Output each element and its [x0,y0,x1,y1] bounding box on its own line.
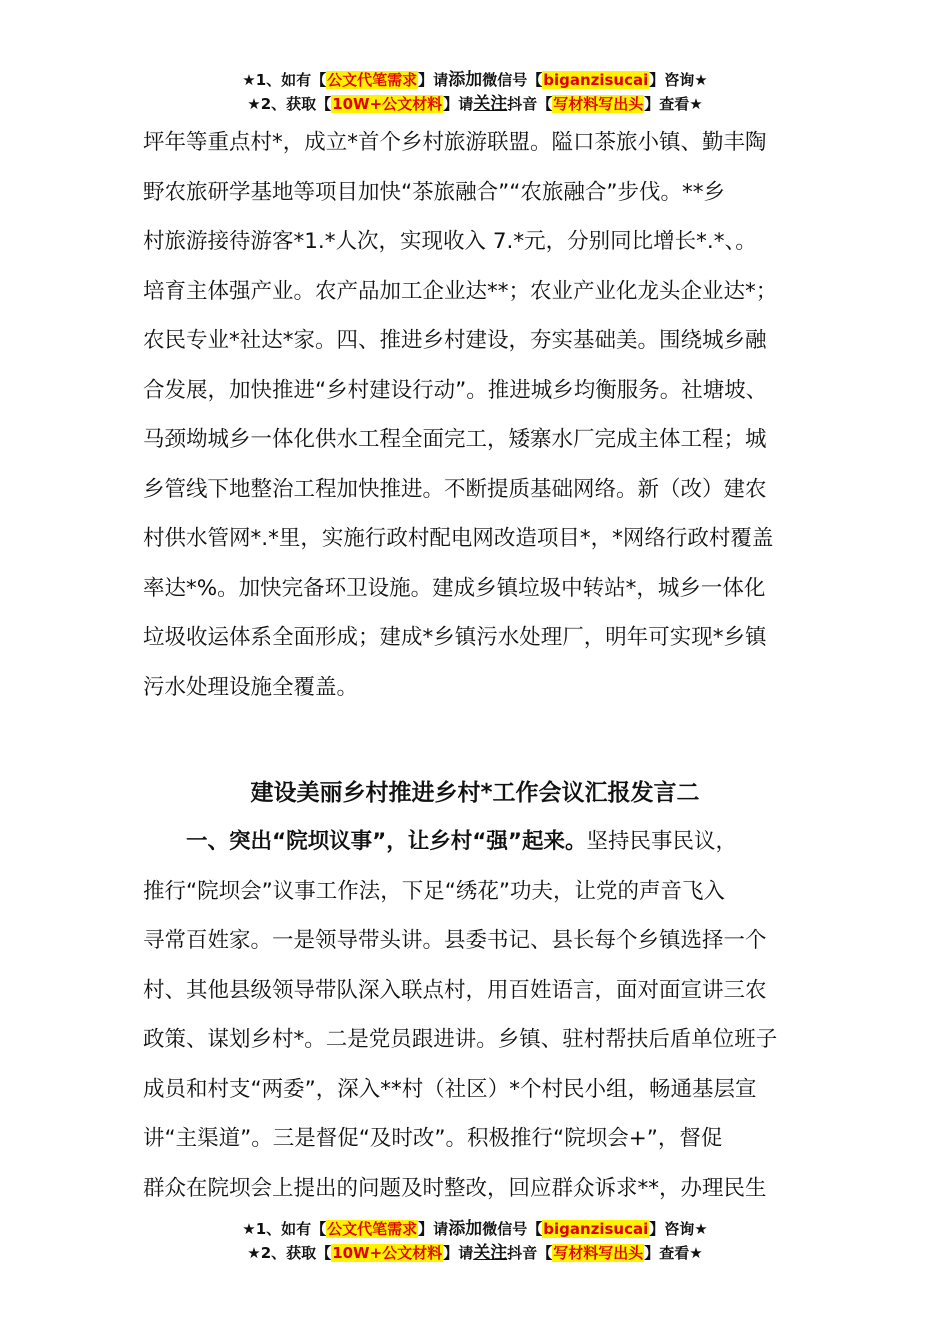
banner-text: 】请 [418,1220,449,1238]
paragraph-line: 率达*%。加快完备环卫设施。建成乡镇垃圾中转站*，城乡一体化 [143,575,766,601]
paragraph-line: 村旅游接待游客*1.*人次，实现收入 7.*元，分别同比增长*.*、。 [143,229,757,254]
paragraph-line: 野农旅研学基地等项目加快“茶旅融合”“农旅融合”步伐。**乡 [143,179,726,205]
banner-text: 】请 [443,95,474,113]
paragraph-line: 推行“院坝会”议事工作法，下足“绣花”功夫，让党的声音飞入 [143,878,726,904]
banner-highlight: 10W+公文材料 [332,95,443,113]
paragraph-line: 污水处理设施全覆盖。 [143,674,359,700]
paragraph-line: 群众在院坝会上提出的问题及时整改，回应群众诉求**，办理民生 [143,1175,767,1201]
header-banner [0,68,950,116]
paragraph-line: 乡管线下地整治工程加快推进。不断提质基础网络。新（改）建农 [143,476,767,502]
document-title: 建设美丽乡村推进乡村*工作会议汇报发言二 [250,780,700,806]
section-1-body [143,118,823,712]
section-heading: 一、突出“院坝议事”，让乡村“强”起来。 [186,829,587,854]
banner-emphasis: 添加 [448,70,483,90]
banner-highlight: biganzisucai [543,1220,649,1238]
banner-highlight: 写材料写出头 [553,1244,644,1262]
footer-banner-line-1 [0,1217,950,1241]
banner-text: ★2、获取【 [247,1244,332,1262]
banner-text: ★1、如有【 [242,71,327,89]
paragraph-text: 坚持民事民议， [586,829,738,854]
paragraph-line: 村、其他县级领导带队深入联点村，用百姓语言，面对面宣讲三农 [143,977,767,1003]
paragraph-line: 成员和村支“两委”，深入**村（社区）*个村民小组，畅通基层宣 [143,1076,757,1102]
paragraph-line: 讲“主渠道”。三是督促“及时改”。积极推行“院坝会+”，督促 [143,1126,723,1151]
banner-emphasis: 添加 [448,1219,483,1239]
banner-text: ★1、如有【 [242,1220,327,1238]
banner-text: 】请 [443,1244,474,1262]
banner-text: 】查看★ [644,1244,703,1262]
banner-highlight: 10W+公文材料 [332,1244,443,1262]
paragraph-line: 村供水管网*.*里，实施行政村配电网改造项目*，*网络行政村覆盖 [143,526,774,551]
section-2-body [143,817,823,1213]
banner-text: ★2、获取【 [247,95,332,113]
banner-text: 微信号【 [482,71,543,89]
banner-text: 】请 [418,71,449,89]
banner-emphasis: 关注 [473,94,508,114]
banner-text: 抖音【 [507,1244,553,1262]
paragraph-line: 培育主体强产业。农产品加工企业达**；农业产业化龙头企业达*； [143,278,778,304]
banner-text: 】查看★ [644,95,703,113]
header-banner-line-2 [0,92,950,116]
paragraph-line: 马颈坳城乡一体化供水工程全面完工，矮寨水厂完成主体工程；城 [143,427,767,452]
banner-highlight: biganzisucai [543,71,649,89]
paragraph-line: 政策、谋划乡村*。二是党员跟进讲。乡镇、驻村帮扶后盾单位班子 [143,1027,778,1052]
banner-text: 】咨询★ [649,71,708,89]
paragraph-first-line [143,817,823,867]
paragraph-line: 寻常百姓家。一是领导带头讲。县委书记、县长每个乡镇选择一个 [143,928,767,953]
footer-banner-line-2 [0,1241,950,1265]
paragraph-line: 农民专业*社达*家。四、推进乡村建设，夯实基础美。围绕城乡融 [143,328,767,353]
banner-text: 】咨询★ [649,1220,708,1238]
header-banner-line-1 [0,68,950,92]
banner-highlight: 写材料写出头 [553,95,644,113]
banner-highlight: 公文代笔需求 [327,71,418,89]
paragraph-line: 坪年等重点村*，成立*首个乡村旅游联盟。隘口茶旅小镇、勤丰陶 [143,130,767,155]
footer-banner [0,1217,950,1265]
paragraph-line: 合发展，加快推进“乡村建设行动”。推进城乡均衡服务。社塘坡、 [143,377,768,403]
banner-text: 抖音【 [507,95,553,113]
paragraph-line: 垃圾收运体系全面形成；建成*乡镇污水处理厂，明年可实现*乡镇 [143,625,767,650]
banner-text: 微信号【 [482,1220,543,1238]
banner-emphasis: 关注 [473,1243,508,1263]
banner-highlight: 公文代笔需求 [327,1220,418,1238]
